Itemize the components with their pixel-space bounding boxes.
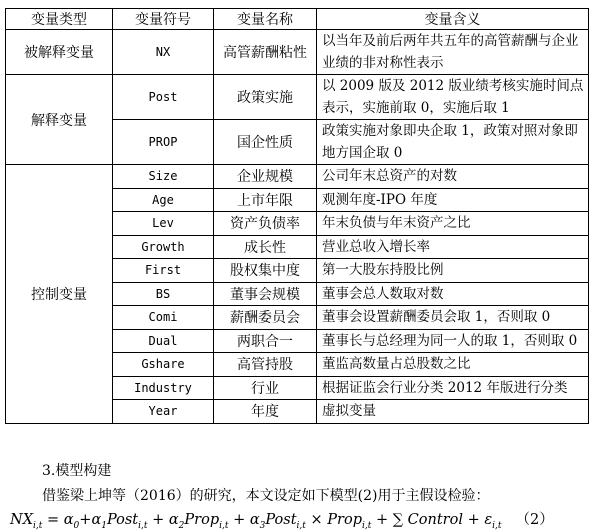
cell-name: 国企性质 [214,120,317,165]
formula-sub: i,t [33,520,43,531]
cell-meaning: 观测年度-IPO 年度 [317,188,589,212]
table-row [6,165,589,189]
formula-post: Post [106,512,139,528]
formula-sub: i,t [296,520,306,531]
model-formula [10,508,554,531]
formula-sub: 0 [73,520,80,531]
cell-symbol: Age [113,188,214,212]
cell-meaning: 董监高数量占总股数之比 [317,353,589,377]
formula-number: （2） [515,512,554,528]
cell-name: 两职合一 [214,329,317,353]
formula-alpha1: α [91,512,102,528]
table-row [6,30,589,75]
formula-plus: + [147,512,169,528]
formula-plus: + [462,512,485,528]
formula-sub: i,t [219,520,229,531]
formula-sub: i,t [361,520,372,531]
formula-nx: NX [10,512,34,528]
formula-prop: Prop [327,512,362,528]
cell-meaning: 年末负债与年末资产之比 [317,212,589,236]
variable-definition-table [5,8,589,424]
formula-plus: + [228,512,250,528]
cell-meaning: 董事长与总经理为同一人的取 1，否则取 0 [317,329,589,353]
formula-alpha3: α [249,512,260,528]
formula-sub: 3 [259,520,266,531]
cell-meaning: 以当年及前后两年共五年的高管薪酬与企业业绩的非对称性表示 [317,30,589,75]
cell-meaning: 公司年末总资产的对数 [317,165,589,189]
cell-symbol: Gshare [113,353,214,377]
cell-symbol: Lev [113,212,214,236]
formula-times: × [305,512,328,528]
cell-meaning: 董事会总人数取对数 [317,282,589,306]
cell-symbol: Post [113,75,214,120]
cell-symbol: NX [113,30,214,75]
cell-symbol: Dual [113,329,214,353]
formula-control: Control [407,512,463,528]
formula-alpha0: α [63,512,74,528]
cell-symbol: BS [113,282,214,306]
cell-meaning: 以 2009 版及 2012 版业绩考核实施时间点表示，实施前取 0，实施后取 1 [317,75,589,120]
header-variable-meaning: 变量含义 [317,9,589,30]
cell-name: 成长性 [214,235,317,259]
formula-sub: i,t [138,520,148,531]
cell-name: 薪酬委员会 [214,306,317,330]
cell-meaning: 根据证监会行业分类 2012 年版进行分类 [317,376,589,400]
cell-name: 资产负债率 [214,212,317,236]
header-variable-name: 变量名称 [214,9,317,30]
formula-eq: = [42,512,64,528]
cell-name: 企业规模 [214,165,317,189]
cell-name: 高管薪酬粘性 [214,30,317,75]
table-row [6,75,589,120]
cell-name: 行业 [214,376,317,400]
formula-sub: 1 [101,520,107,531]
header-variable-symbol: 变量符号 [113,9,214,30]
cell-name: 政策实施 [214,75,317,120]
formula-epsilon: ε [484,512,493,528]
cell-type: 被解释变量 [6,30,113,75]
formula-sum: + ∑ [371,512,408,528]
cell-name: 股权集中度 [214,259,317,283]
cell-symbol: Comi [113,306,214,330]
cell-type: 控制变量 [6,165,113,424]
cell-name: 高管持股 [214,353,317,377]
cell-symbol: Growth [113,235,214,259]
cell-meaning: 董事会设置薪酬委员会取 1，否则取 0 [317,306,589,330]
formula-sub: 2 [178,520,185,531]
header-variable-type: 变量类型 [6,9,113,30]
model-intro-paragraph: 借鉴梁上坤等（2016）的研究，本文设定如下模型(2)用于主假设检验： [42,488,490,504]
cell-symbol: Industry [113,376,214,400]
cell-meaning: 政策实施对象即央企取 1，政策对照对象即地方国企取 0 [317,120,589,165]
formula-alpha2: α [168,512,179,528]
cell-meaning: 营业总收入增长率 [317,235,589,259]
formula-sub: i,t [492,520,502,531]
cell-name: 年度 [214,400,317,424]
formula-plus: + [79,512,92,528]
cell-symbol: PROP [113,120,214,165]
formula-prop: Prop [184,512,220,528]
cell-symbol: First [113,259,214,283]
cell-meaning: 虚拟变量 [317,400,589,424]
cell-symbol: Size [113,165,214,189]
formula-post: Post [265,512,297,528]
table-header-row [6,9,589,30]
cell-type: 解释变量 [6,75,113,165]
cell-symbol: Year [113,400,214,424]
cell-name: 董事会规模 [214,282,317,306]
cell-name: 上市年限 [214,188,317,212]
cell-meaning: 第一大股东持股比例 [317,259,589,283]
section-heading: 3.模型构建 [42,463,112,479]
